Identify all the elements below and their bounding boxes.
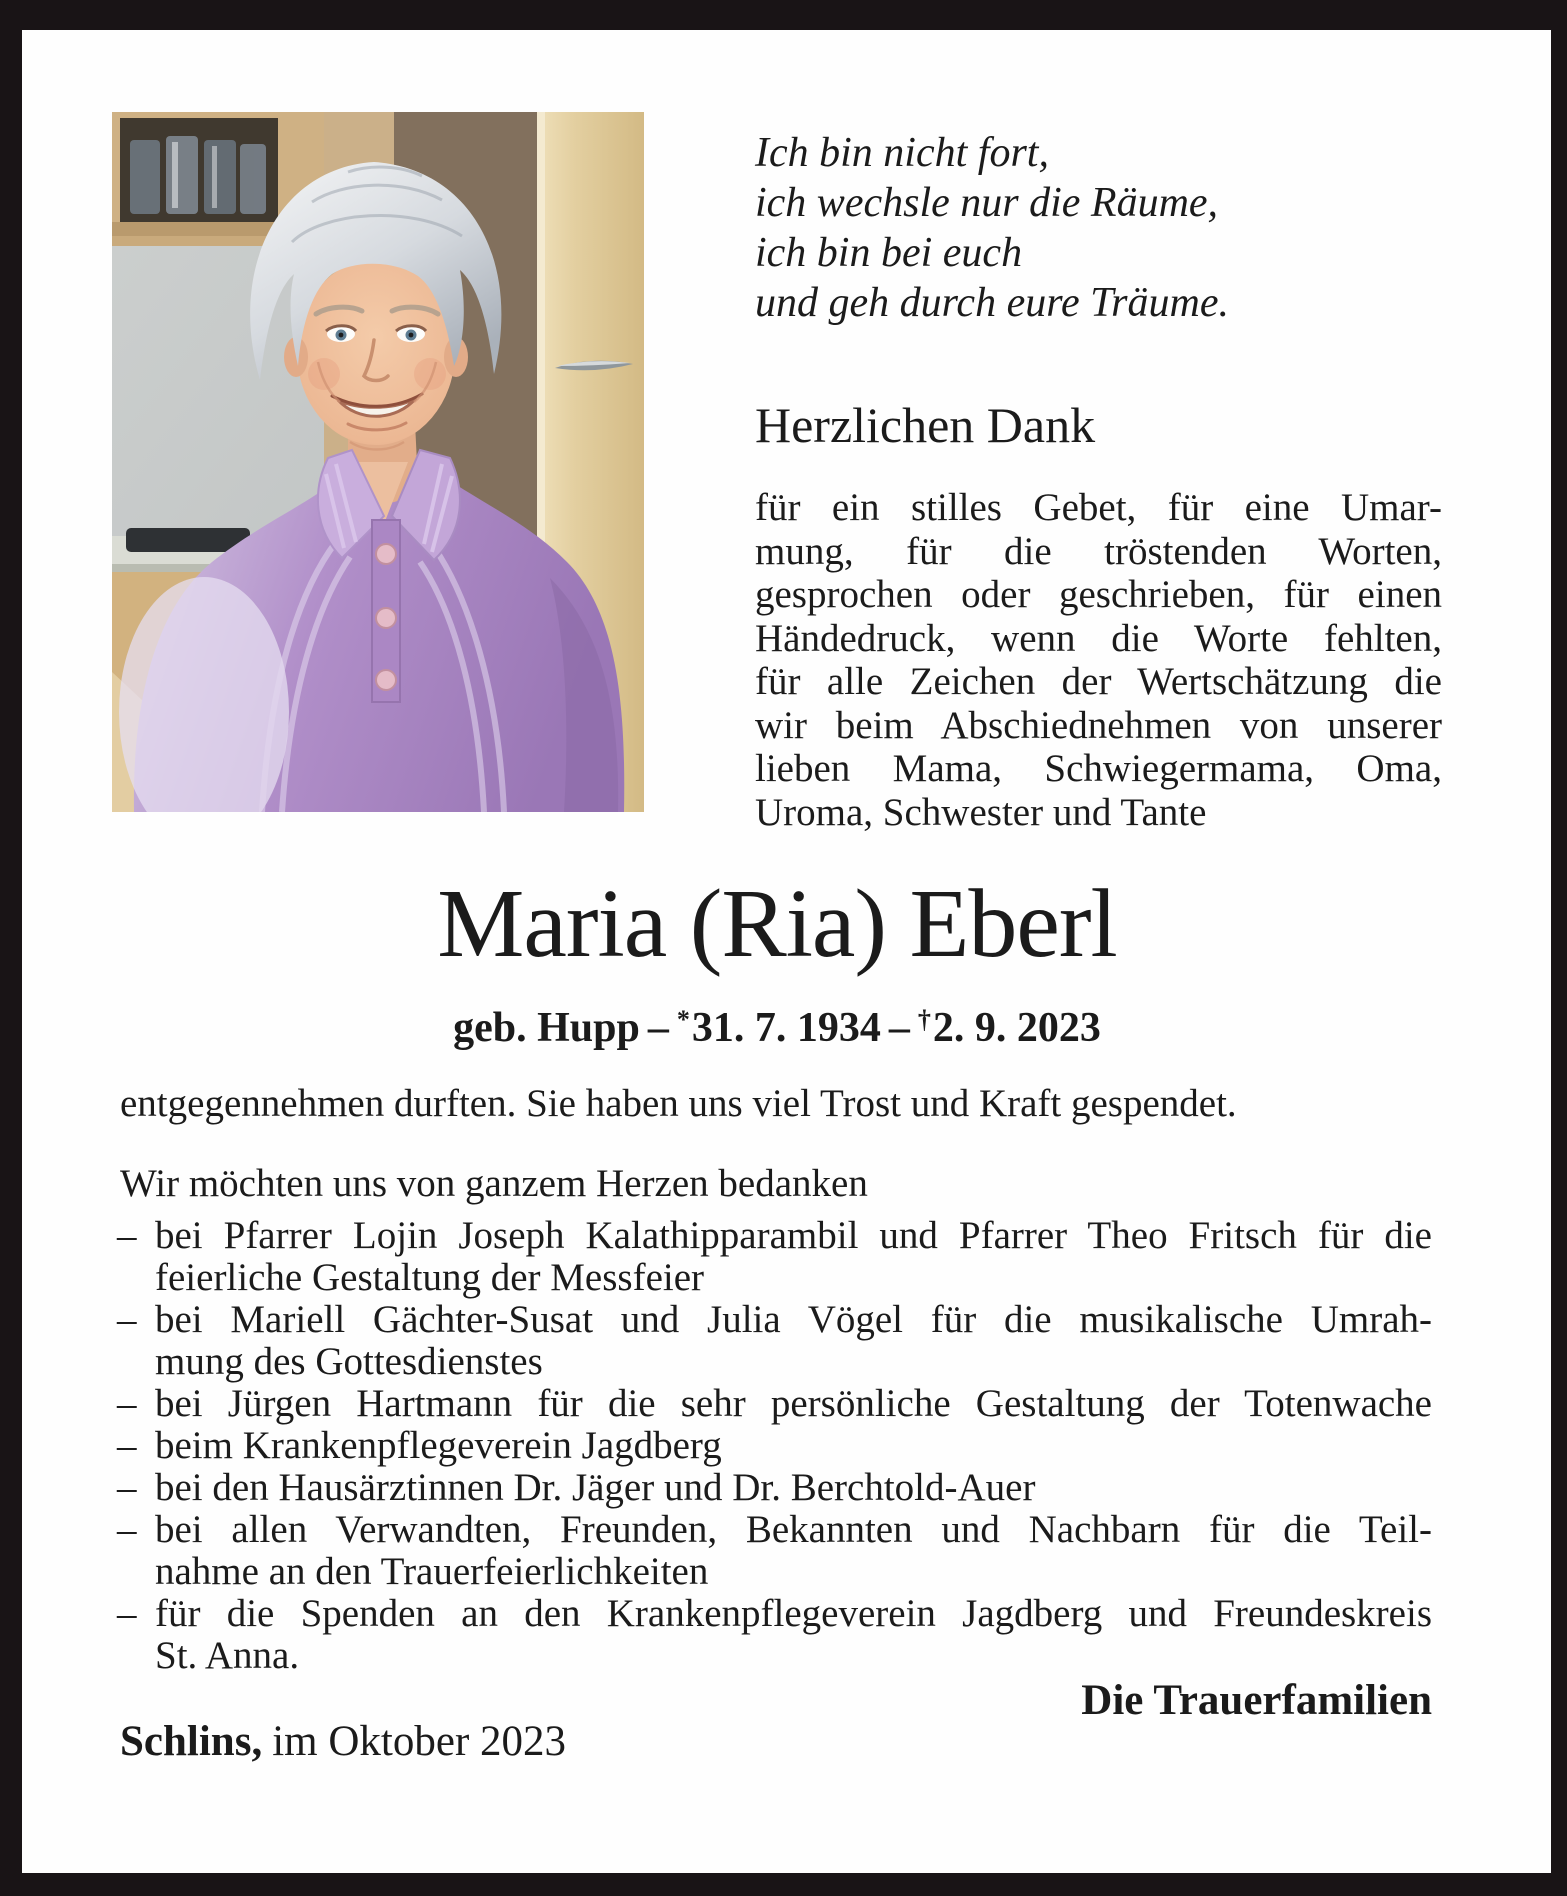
portrait-photo-illustration bbox=[112, 112, 644, 812]
paragraph-line: wir beim Abschiednehmen von unserer bbox=[755, 703, 1442, 747]
portrait-photo bbox=[112, 112, 644, 812]
list-item-line: beim Krankenpflegeverein Jagdberg bbox=[155, 1424, 722, 1467]
list-item-line: bei den Hausärztinnen Dr. Jäger und Dr. Berchtold-Auer bbox=[155, 1466, 1036, 1509]
list-item-line: für die Spenden an den Krankenpflegeverein Jagdberg und Freundeskreis bbox=[155, 1592, 1432, 1635]
list-item-line: bei Mariell Gächter-Susat und Julia Vögel für die musikalische Umrah- bbox=[155, 1298, 1432, 1341]
dash-bullet: – bbox=[117, 1382, 137, 1425]
paragraph-line: gesprochen oder geschrieben, für einen bbox=[755, 573, 1442, 616]
paragraph-line: mung, für die tröstenden Worten, bbox=[755, 529, 1442, 573]
birth-death-line bbox=[112, 996, 1442, 1052]
continuation-paragraph: entgegennehmen durften. Sie haben uns viel Trost und Kraft gespendet. bbox=[120, 1082, 1237, 1125]
dash-bullet: – bbox=[117, 1592, 137, 1635]
list-item bbox=[117, 1467, 1432, 1509]
thanks-heading: Herzlichen Dank bbox=[755, 397, 1096, 453]
glasses-on-shelf-shapes bbox=[130, 136, 266, 214]
date-text: im Oktober 2023 bbox=[272, 1718, 567, 1765]
deceased-name: Maria (Ria) Eberl bbox=[437, 870, 1117, 978]
dash-bullet: – bbox=[117, 1214, 137, 1257]
dash-bullet: – bbox=[117, 1424, 137, 1467]
poem-line: und geh durch eure Träume. bbox=[755, 280, 1229, 326]
poem-line: ich bin bei euch bbox=[755, 230, 1023, 276]
birth-name: geb. Hupp bbox=[453, 1005, 640, 1052]
paragraph-line: für ein stilles Gebet, für eine Umar- bbox=[755, 486, 1442, 529]
list-item-line: nahme an den Trauerfeierlichkeiten bbox=[155, 1550, 709, 1593]
thanks-list bbox=[117, 1215, 1432, 1677]
list-item-line: mung des Gottesdienstes bbox=[155, 1340, 543, 1383]
paragraph-line: Händedruck, wenn die Worte fehlten, bbox=[755, 616, 1442, 660]
memorial-poem bbox=[755, 128, 1229, 328]
list-item bbox=[117, 1215, 1432, 1299]
list-item bbox=[117, 1509, 1432, 1593]
birth-date: 31. 7. 1934 bbox=[691, 1005, 881, 1052]
list-item bbox=[117, 1299, 1432, 1383]
list-item-line: bei Pfarrer Lojin Joseph Kalathipparambil und Pfarrer Theo Fritsch für die bbox=[155, 1214, 1432, 1257]
list-item bbox=[117, 1593, 1432, 1677]
list-item-line: feierliche Gestaltung der Messfeier bbox=[155, 1256, 705, 1299]
dash-bullet: – bbox=[117, 1298, 137, 1341]
list-item-line: bei Jürgen Hartmann für die sehr persönliche Gestaltung der Totenwache bbox=[155, 1382, 1432, 1425]
place-date-line bbox=[120, 1718, 1435, 1765]
list-item-line: St. Anna. bbox=[155, 1634, 300, 1677]
list-item bbox=[117, 1383, 1432, 1425]
paragraph-line: lieben Mama, Schwiegermama, Oma, bbox=[755, 747, 1442, 790]
list-item-line: bei allen Verwandten, Freunden, Bekannten und Nachbarn für die Teil- bbox=[155, 1508, 1432, 1551]
poem-line: Ich bin nicht fort, bbox=[755, 130, 1049, 176]
list-item bbox=[117, 1425, 1432, 1467]
mourning-families-signature: Die Trauerfamilien bbox=[1081, 1677, 1432, 1724]
separator-dash: – bbox=[888, 1005, 910, 1052]
dash-bullet: – bbox=[117, 1508, 137, 1551]
birth-symbol: * bbox=[676, 1005, 690, 1034]
death-symbol: † bbox=[917, 1005, 931, 1034]
obituary-sheet bbox=[22, 30, 1551, 1873]
place-name: Schlins, bbox=[120, 1718, 263, 1765]
death-date: 2. 9. 2023 bbox=[932, 1005, 1101, 1052]
thanks-paragraph bbox=[755, 486, 1442, 834]
thanks-intro: Wir möchten uns von ganzem Herzen bedanken bbox=[120, 1162, 868, 1205]
poem-line: ich wechsle nur die Räume, bbox=[755, 180, 1219, 226]
separator-dash: – bbox=[647, 1005, 669, 1052]
paragraph-line: Uroma, Schwester und Tante bbox=[755, 790, 1207, 834]
dash-bullet: – bbox=[117, 1466, 137, 1509]
paragraph-line: für alle Zeichen der Wertschätzung die bbox=[755, 660, 1442, 703]
